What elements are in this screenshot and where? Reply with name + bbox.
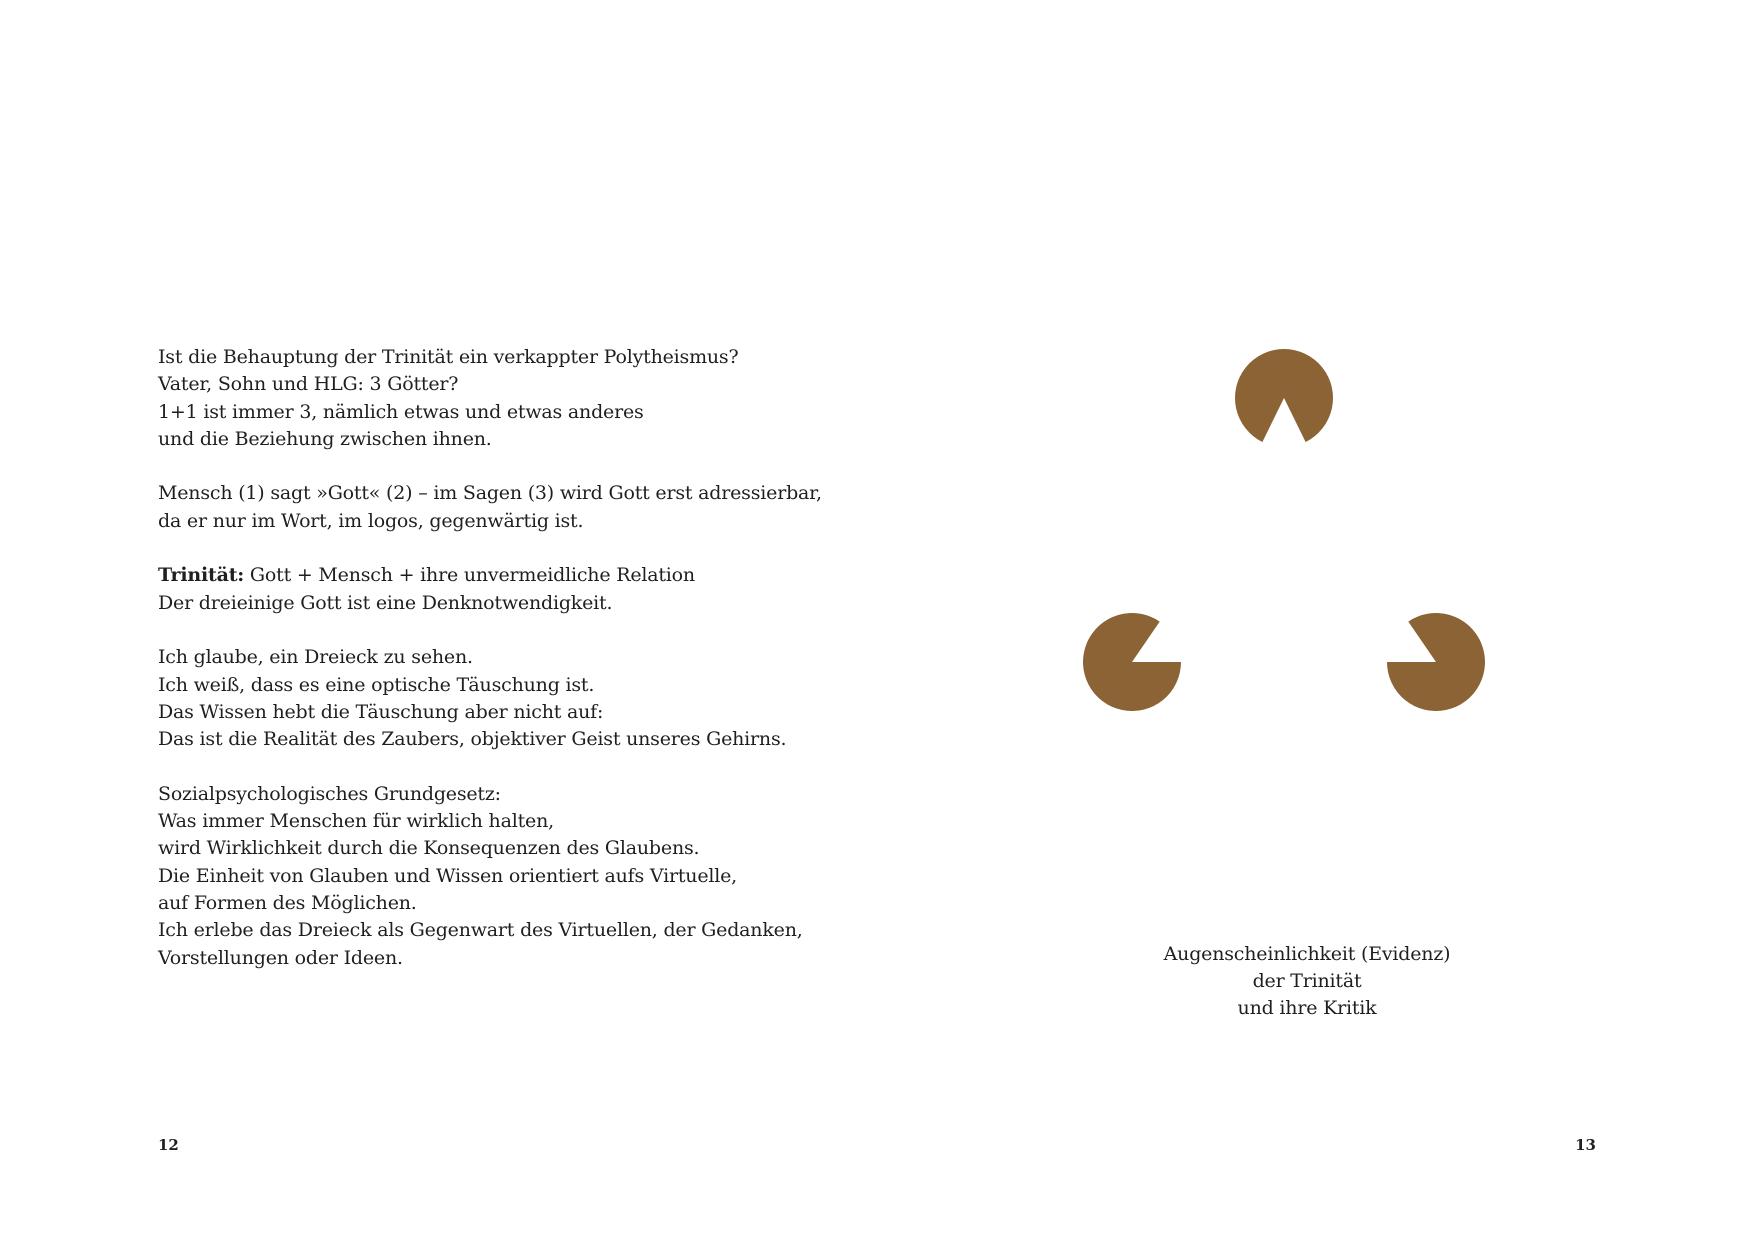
text-line: Ich weiß, dass es eine optische Täuschung ist. — [158, 673, 595, 696]
text-line: Was immer Menschen für wirklich halten, — [158, 810, 554, 833]
paragraph-trinity-question — [158, 344, 838, 453]
text-line: und die Beziehung zwischen ihnen. — [158, 427, 492, 450]
text-line: Mensch (1) sagt »Gott« (2) – im Sagen (3) wird Gott erst adressierbar, — [158, 482, 822, 505]
text-line: Ich glaube, ein Dreieck zu sehen. — [158, 646, 473, 669]
page-number-left: 12 — [158, 1136, 179, 1154]
text-line: Ist die Behauptung der Trinität ein verkappter Polytheismus? — [158, 346, 739, 368]
right-page — [877, 0, 1754, 1239]
caption-line: der Trinität — [1252, 970, 1362, 992]
paragraph-sozialpsychologie — [158, 781, 838, 972]
text-line: Das ist die Realität des Zaubers, objektiver Geist unseres Gehirns. — [158, 728, 787, 751]
text-line-rest: Gott + Mensch + ihre unvermeidliche Relation — [244, 564, 695, 587]
text-line: Sozialpsychologisches Grundgesetz: — [158, 782, 501, 805]
text-line: 1+1 ist immer 3, nämlich etwas und etwas anderes — [158, 400, 644, 423]
bold-lead-term: Trinität: — [158, 564, 245, 587]
paragraph-trinitaet-definition — [158, 562, 838, 617]
pacman-top — [1235, 349, 1333, 442]
page-number-right: 13 — [1575, 1136, 1596, 1154]
text-line — [158, 562, 838, 589]
kanizsa-triangle-graphic — [1054, 340, 1514, 740]
paragraph-mensch-gott — [158, 480, 838, 535]
text-line: auf Formen des Möglichen. — [158, 891, 417, 914]
pacman-bottom-right — [1387, 613, 1485, 711]
caption-line: Augenscheinlichkeit (Evidenz) — [1163, 943, 1451, 965]
text-line: wird Wirklichkeit durch die Konsequenzen des Glaubens. — [158, 837, 700, 860]
text-line: Vater, Sohn und HLG: 3 Götter? — [158, 373, 459, 396]
text-line: da er nur im Wort, im logos, gegenwärtig ist. — [158, 509, 584, 532]
text-line: Die Einheit von Glauben und Wissen orientiert aufs Virtuelle, — [158, 864, 738, 887]
paragraph-dreieck-illusion — [158, 644, 838, 753]
figure-caption — [1027, 941, 1587, 1022]
pacman-bottom-left — [1083, 613, 1181, 711]
text-line: Das Wissen hebt die Täuschung aber nicht auf: — [158, 700, 604, 723]
kanizsa-triangle-icon — [1054, 340, 1514, 740]
caption-line: und ihre Kritik — [1237, 997, 1377, 1019]
text-line: Vorstellungen oder Ideen. — [158, 946, 403, 969]
text-line: Ich erlebe das Dreieck als Gegenwart des Virtuellen, der Gedanken, — [158, 919, 803, 942]
body-text — [158, 344, 838, 999]
text-line: Der dreieinige Gott ist eine Denknotwendigkeit. — [158, 591, 613, 614]
